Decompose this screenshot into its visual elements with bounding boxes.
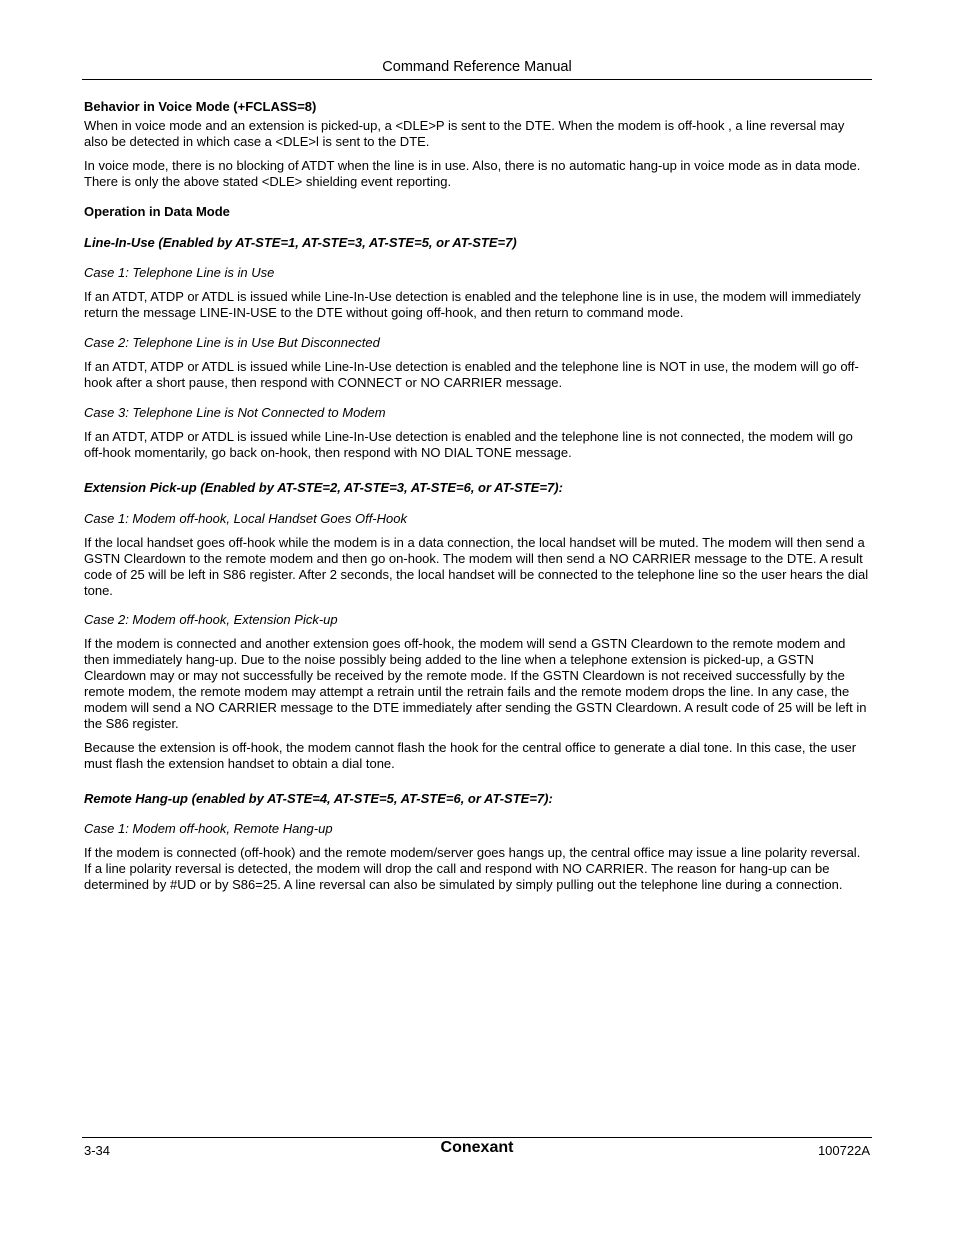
- footer-brand: Conexant: [440, 1139, 514, 1156]
- voice-mode-paragraph-1: When in voice mode and an extension is picked-up, a <DLE>P is sent to the DTE. When the modem is off-hook , a line reversal may also be detected in which case a <DLE>l is sent to the DTE.: [84, 118, 845, 149]
- voice-mode-heading: Behavior in Voice Mode (+FCLASS=8): [84, 99, 317, 114]
- extension-case-1-paragraph: If the local handset goes off-hook while the modem is in a data connection, the local handset will be muted. The modem will then send a GSTN Cleardown to the remote modem and then go on-hook. The modem will then send a NO CARRIER message to the DTE. A result code of 25 will be left in S86 register. After 2 seconds, the local handset will be connected to the telephone line so the user hears the dial tone.: [84, 535, 869, 598]
- line-in-use-case-1-paragraph: If an ATDT, ATDP or ATDL is issued while Line-In-Use detection is enabled and the telephone line is in use, the modem will immediately return the message LINE-IN-USE to the DTE without going off-hook, and then return to command mode.: [84, 289, 861, 320]
- extension-case-2-paragraph-1: If the modem is connected and another extension goes off-hook, the modem will send a GSTN Cleardown to the remote modem and then immediately hang-up. Due to the noise possibly being added to the line when a telephone extension is picked-up, a GSTN Cleardown may or may not successfully be received by the remote mode. If the GSTN Cleardown is not received successfully by the remote modem, the remote modem may attempt a retrain until the retrain fails and the remote modem drops the line. In any case, the modem will send a NO CARRIER message to the DTE immediately after sending the GSTN Cleardown. A result code of 25 will be left in the S86 register.: [84, 636, 867, 731]
- data-mode-heading: Operation in Data Mode: [84, 204, 230, 219]
- footer-page-number: 3-34: [84, 1143, 111, 1158]
- extension-pickup-heading: Extension Pick-up (Enabled by AT-STE=2, AT-STE=3, AT-STE=6, or AT-STE=7):: [84, 480, 563, 495]
- header-title: Command Reference Manual: [382, 59, 572, 75]
- footer-doc-number: 100722A: [817, 1143, 870, 1158]
- remote-case-1-title: Case 1: Modem off-hook, Remote Hang-up: [84, 821, 333, 836]
- line-in-use-case-2-paragraph: If an ATDT, ATDP or ATDL is issued while Line-In-Use detection is enabled and the telephone line is NOT in use, the modem will go off-hook after a short pause, then respond with CONNECT or NO CARRIER message.: [84, 359, 859, 390]
- page-content: [84, 99, 870, 893]
- line-in-use-case-3-paragraph: If an ATDT, ATDP or ATDL is issued while Line-In-Use detection is enabled and the telephone line is not connected, the modem will go off-hook momentarily, go back on-hook, then respond with NO DIAL TONE message.: [84, 429, 853, 460]
- line-in-use-case-2-title: Case 2: Telephone Line is in Use But Disconnected: [84, 335, 380, 350]
- voice-mode-paragraph-2: In voice mode, there is no blocking of ATDT when the line is in use. Also, there is no automatic hang-up in voice mode as in data mode. There is only the above stated <DLE> shielding event reporting.: [84, 158, 861, 189]
- remote-case-1-paragraph: If the modem is connected (off-hook) and the remote modem/server goes hangs up, the central office may issue a line polarity reversal. If a line polarity reversal is detected, the modem will drop the call and respond with NO CARRIER. The reason for hang-up can be determined by #UD or by S86=25. A line reversal can also be simulated by simply pulling out the telephone line during a connection.: [84, 845, 861, 892]
- footer-divider: [82, 1137, 872, 1138]
- line-in-use-case-3-title: Case 3: Telephone Line is Not Connected to Modem: [84, 405, 386, 420]
- remote-hangup-heading: Remote Hang-up (enabled by AT-STE=4, AT-STE=5, AT-STE=6, or AT-STE=7):: [84, 791, 553, 806]
- extension-case-1-title: Case 1: Modem off-hook, Local Handset Goes Off-Hook: [84, 511, 407, 526]
- extension-case-2-title: Case 2: Modem off-hook, Extension Pick-up: [84, 612, 338, 627]
- line-in-use-case-1-title: Case 1: Telephone Line is in Use: [84, 265, 275, 280]
- line-in-use-heading: Line-In-Use (Enabled by AT-STE=1, AT-STE=3, AT-STE=5, or AT-STE=7): [84, 235, 517, 250]
- extension-case-2-paragraph-2: Because the extension is off-hook, the modem cannot flash the hook for the central office to generate a dial tone. In this case, the user must flash the extension handset to obtain a dial tone.: [84, 740, 857, 771]
- page-header: [82, 58, 872, 80]
